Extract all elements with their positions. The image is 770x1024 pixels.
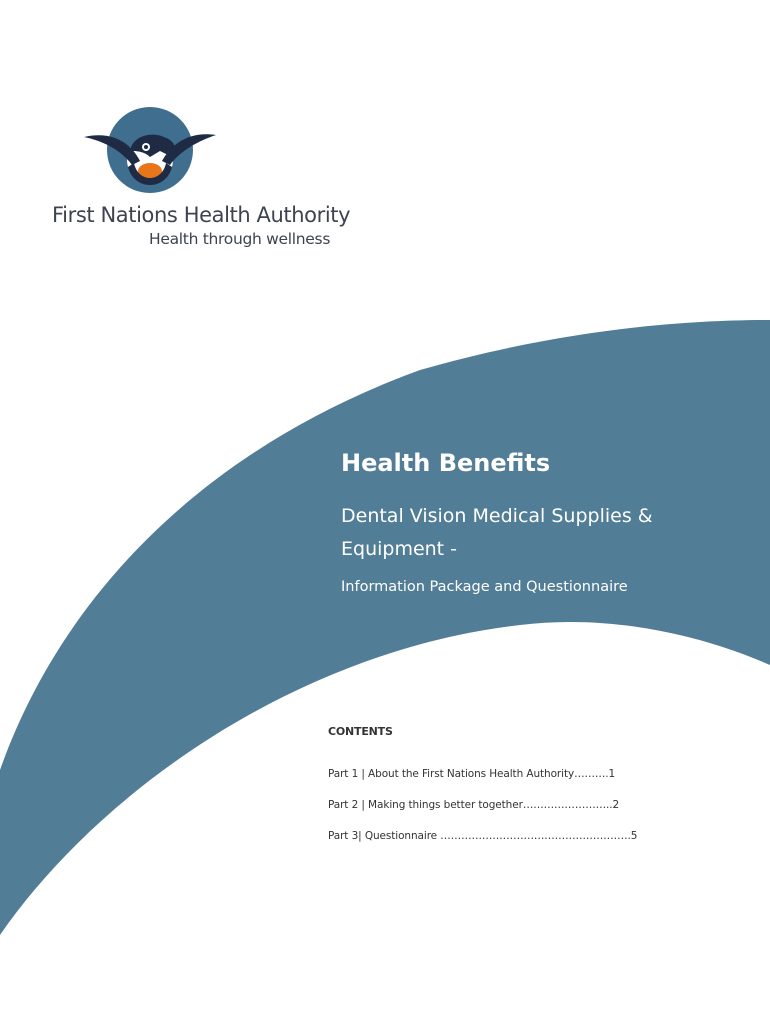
table-of-contents	[328, 725, 638, 852]
organization-name: First Nations Health Authority	[52, 203, 351, 227]
document-description: Information Package and Questionnaire	[341, 579, 628, 595]
document-title: Health Benefits	[341, 449, 551, 477]
organization-tagline: Health through wellness	[149, 230, 331, 248]
toc-item-part-3[interactable]: Part 3| Questionnaire ……………………………………………….5	[328, 830, 638, 842]
document-subtitle: Dental Vision Medical Supplies & Equipment -	[341, 505, 653, 560]
eagle-emblem-icon	[80, 105, 220, 200]
toc-item-part-2[interactable]: Part 2 | Making things better together……………………..2	[328, 799, 620, 811]
toc-item-part-1[interactable]: Part 1 | About the First Nations Health Authority……….1	[328, 768, 616, 780]
contents-heading: CONTENTS	[328, 725, 393, 738]
